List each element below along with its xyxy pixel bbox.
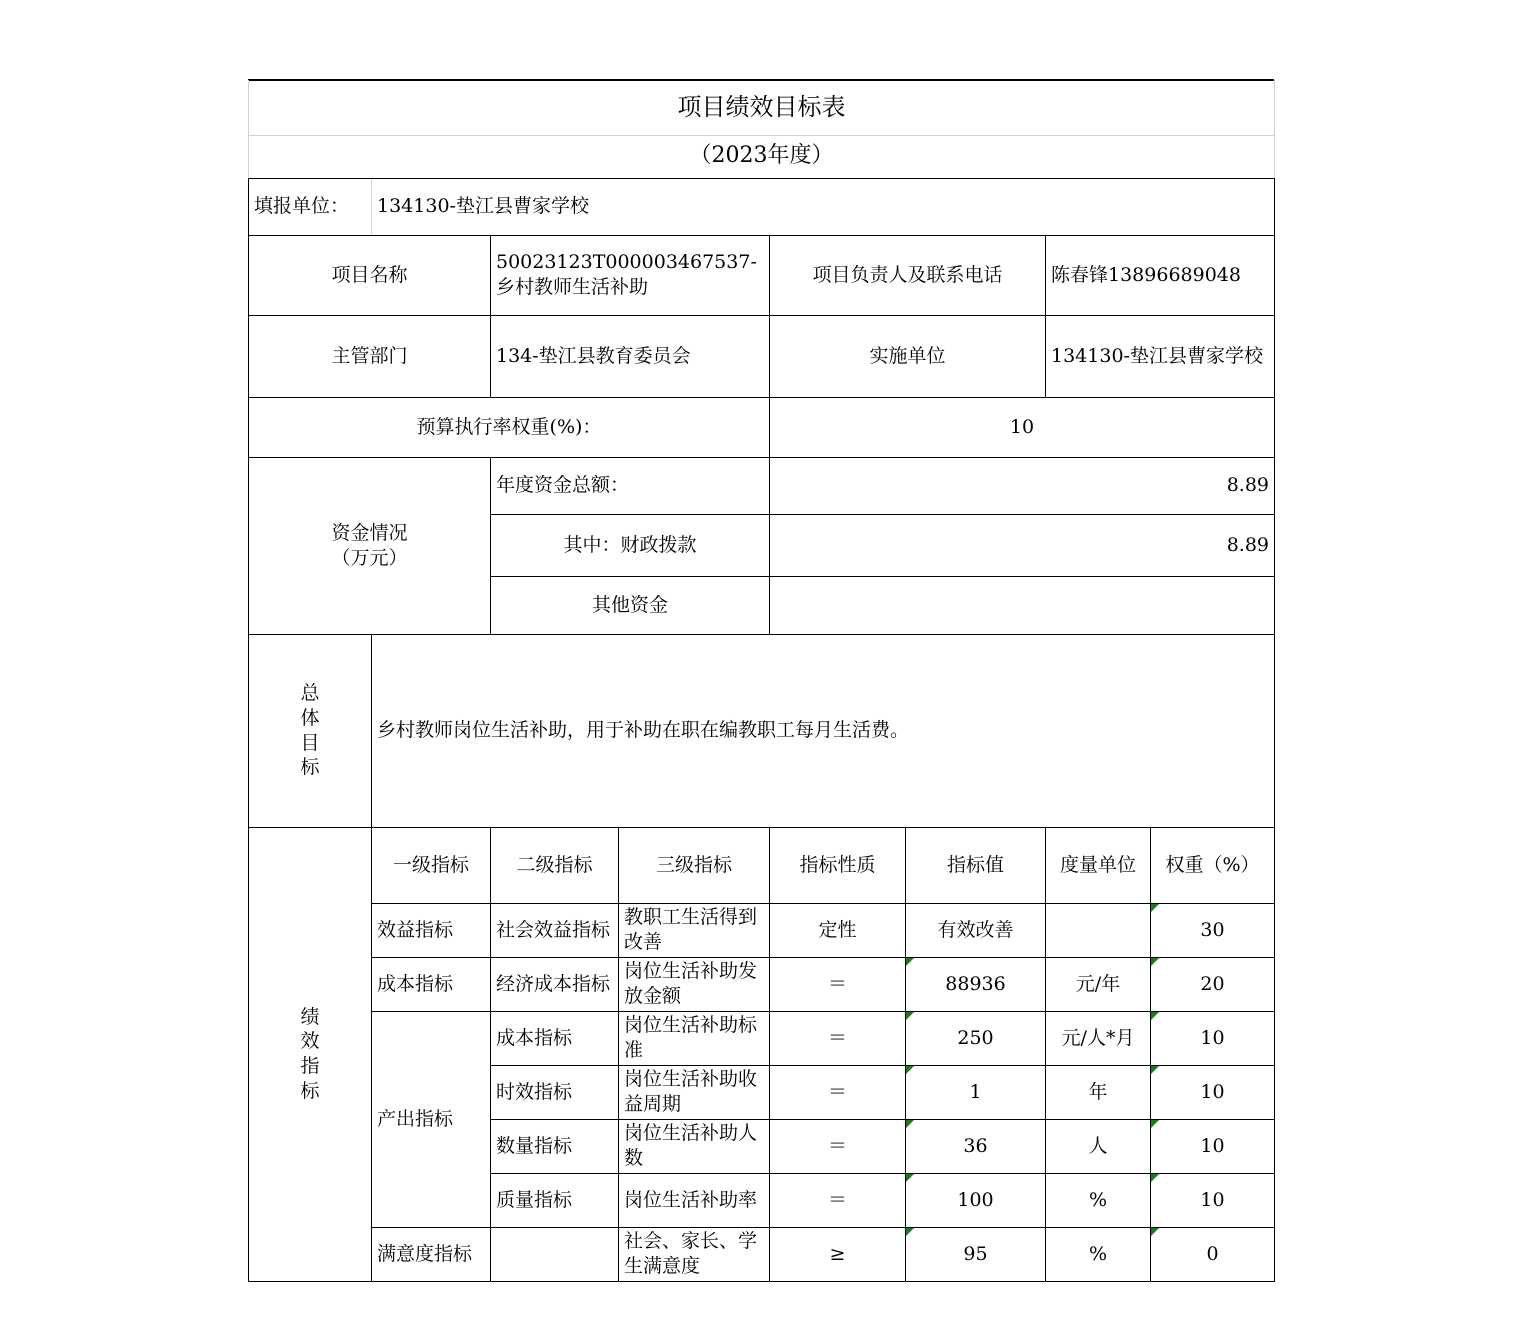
- cell-value: 88936: [906, 957, 1046, 1011]
- dept-label: 主管部门: [249, 315, 491, 397]
- funds-label-line1: 资金情况: [331, 521, 408, 544]
- cell-value: 36: [906, 1119, 1046, 1173]
- table-row: [249, 1011, 1275, 1065]
- performance-target-sheet: [248, 80, 1274, 1282]
- cell-value: 100: [906, 1173, 1046, 1227]
- cell-unit: 人: [1046, 1119, 1151, 1173]
- cell-nature: ＝: [770, 957, 906, 1011]
- budget-weight-label: 预算执行率权重(%)：: [249, 397, 770, 457]
- cell-weight: 30: [1151, 903, 1275, 957]
- cell-unit: %: [1046, 1227, 1151, 1281]
- cell-weight: 10: [1151, 1173, 1275, 1227]
- header-weight: 权重（%）: [1151, 827, 1275, 903]
- cell-unit: [1046, 903, 1151, 957]
- cell-value: 250: [906, 1011, 1046, 1065]
- reporting-unit-label: 填报单位：: [249, 178, 372, 235]
- page-subtitle: （2023年度）: [249, 135, 1275, 178]
- cell-unit: 元/人*月: [1046, 1011, 1151, 1065]
- overall-goal-label: [249, 634, 372, 827]
- header-level1: 一级指标: [372, 827, 491, 903]
- cell-unit: %: [1046, 1173, 1151, 1227]
- cell-level1: 成本指标: [372, 957, 491, 1011]
- funds-total-value: 8.89: [770, 457, 1275, 514]
- project-owner-label: 项目负责人及联系电话: [770, 235, 1046, 315]
- header-nature: 指标性质: [770, 827, 906, 903]
- cell-unit: 元/年: [1046, 957, 1151, 1011]
- cell-value: 95: [906, 1227, 1046, 1281]
- funds-fiscal-label: 其中：财政拨款: [491, 514, 770, 576]
- cell-level3: 岗位生活补助人数: [619, 1119, 770, 1173]
- indicators-label-char: 绩: [300, 1005, 320, 1028]
- cell-weight: 20: [1151, 957, 1275, 1011]
- cell-level2: [491, 1227, 619, 1281]
- cell-level2: 质量指标: [491, 1173, 619, 1227]
- table-row: [249, 1227, 1275, 1281]
- cell-level3: 岗位生活补助率: [619, 1173, 770, 1227]
- funds-fiscal-value: 8.89: [770, 514, 1275, 576]
- cell-nature: ≥: [770, 1227, 906, 1281]
- header-level3: 三级指标: [619, 827, 770, 903]
- cell-value: 有效改善: [906, 903, 1046, 957]
- project-name-label: 项目名称: [249, 235, 491, 315]
- cell-level3: 教职工生活得到改善: [619, 903, 770, 957]
- cell-level3: 岗位生活补助收益周期: [619, 1065, 770, 1119]
- cell-value: 1: [906, 1065, 1046, 1119]
- cell-weight: 10: [1151, 1011, 1275, 1065]
- header-unit: 度量单位: [1046, 827, 1151, 903]
- cell-nature: 定性: [770, 903, 906, 957]
- cell-level2: 经济成本指标: [491, 957, 619, 1011]
- indicators-label: [249, 827, 372, 1281]
- cell-level3: 社会、家长、学生满意度: [619, 1227, 770, 1281]
- overall-goal-text: 乡村教师岗位生活补助，用于补助在职在编教职工每月生活费。: [372, 634, 1275, 827]
- table-row: [249, 957, 1275, 1011]
- funds-label-line2: （万元）: [331, 546, 408, 569]
- reporting-unit-value: 134130-垫江县曹家学校: [372, 178, 1275, 235]
- overall-goal-char: 体: [300, 706, 320, 729]
- cell-unit: 年: [1046, 1065, 1151, 1119]
- cell-level2: 时效指标: [491, 1065, 619, 1119]
- project-owner-value: 陈春锋13896689048: [1046, 235, 1275, 315]
- header-level2: 二级指标: [491, 827, 619, 903]
- cell-level2: 成本指标: [491, 1011, 619, 1065]
- indicators-label-char: 效: [300, 1030, 320, 1053]
- cell-level2: 社会效益指标: [491, 903, 619, 957]
- page-title: 项目绩效目标表: [249, 80, 1275, 135]
- cell-level1: 效益指标: [372, 903, 491, 957]
- funds-total-label: 年度资金总额：: [491, 457, 770, 514]
- funds-other-label: 其他资金: [491, 576, 770, 634]
- impl-unit-value: 134130-垫江县曹家学校: [1046, 315, 1275, 397]
- cell-level2: 数量指标: [491, 1119, 619, 1173]
- cell-level1: 产出指标: [372, 1011, 491, 1227]
- overall-goal-char: 目: [300, 731, 320, 754]
- project-name-value: 50023123T000003467537-乡村教师生活补助: [491, 235, 770, 315]
- indicators-label-char: 指: [300, 1055, 320, 1077]
- header-value: 指标值: [906, 827, 1046, 903]
- funds-other-value: [770, 576, 1275, 634]
- budget-weight-value: 10: [770, 397, 1275, 457]
- cell-weight: 10: [1151, 1119, 1275, 1173]
- cell-level3: 岗位生活补助发放金额: [619, 957, 770, 1011]
- cell-weight: 10: [1151, 1065, 1275, 1119]
- impl-unit-label: 实施单位: [770, 315, 1046, 397]
- indicators-label-char: 标: [300, 1079, 320, 1102]
- cell-weight: 0: [1151, 1227, 1275, 1281]
- cell-nature: ＝: [770, 1173, 906, 1227]
- cell-level1: 满意度指标: [372, 1227, 491, 1281]
- funds-label: [249, 457, 491, 634]
- cell-nature: ＝: [770, 1011, 906, 1065]
- cell-nature: ＝: [770, 1065, 906, 1119]
- table-row: [249, 903, 1275, 957]
- dept-value: 134-垫江县教育委员会: [491, 315, 770, 397]
- overall-goal-char: 总: [300, 682, 320, 705]
- performance-target-table: [248, 80, 1275, 1282]
- overall-goal-char: 标: [300, 756, 320, 779]
- cell-nature: ＝: [770, 1119, 906, 1173]
- cell-level3: 岗位生活补助标准: [619, 1011, 770, 1065]
